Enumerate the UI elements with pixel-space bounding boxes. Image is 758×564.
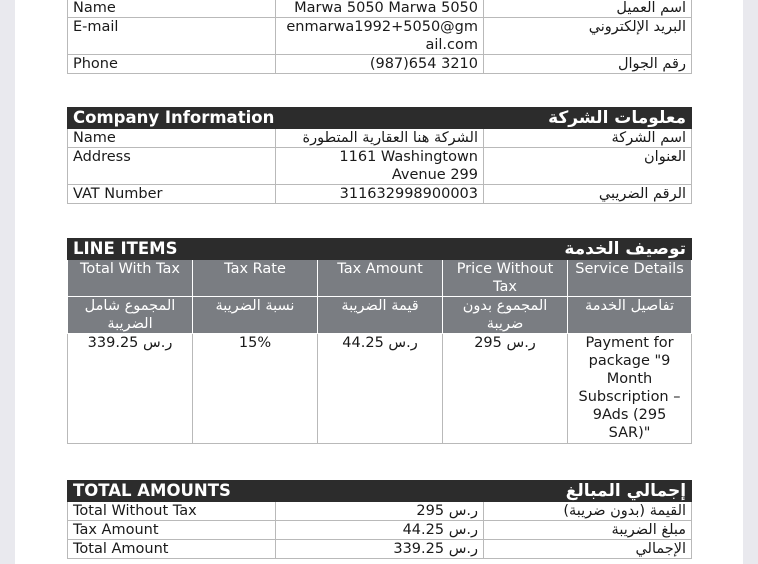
company-name-row [68, 129, 692, 148]
total-amount-row [68, 540, 692, 559]
total-without-tax-label-ar: القيمة (بدون ضريبة) [484, 502, 692, 521]
totals-table [67, 480, 692, 559]
total-without-tax-label: Total Without Tax [68, 502, 276, 521]
totals-title-ar: إجمالي المبالغ [380, 481, 692, 502]
col-header-tax-rate-ar: نسبة الضريبة [193, 297, 318, 334]
company-header-band [68, 108, 692, 129]
company-address-row [68, 148, 692, 185]
totals-header-band [68, 481, 692, 502]
company-title-ar: معلومات الشركة [380, 108, 692, 129]
customer-email-value: enmarwa1992+5050@gmail.com [276, 18, 484, 55]
customer-name-value: Marwa 5050 Marwa 5050 [276, 0, 484, 18]
total-without-tax-row [68, 502, 692, 521]
line-items-table [67, 238, 692, 444]
customer-info-table [67, 0, 692, 74]
customer-email-label: E-mail [68, 18, 276, 55]
tax-amount-label-ar: مبلغ الضريبة [484, 521, 692, 540]
line-items-title-en: LINE ITEMS [68, 239, 318, 260]
customer-phone-row [68, 55, 692, 74]
company-address-label-ar: العنوان [484, 148, 692, 185]
tax-amount-label: Tax Amount [68, 521, 276, 540]
total-amount-label: Total Amount [68, 540, 276, 559]
total-without-tax-value: 295 ر.س [276, 502, 484, 521]
company-address-label: Address [68, 148, 276, 185]
company-address-value: 1161 Washingtown Avenue 299 [276, 148, 484, 185]
company-vat-value: 311632998900003 [276, 185, 484, 204]
company-vat-label-ar: الرقم الضريبي [484, 185, 692, 204]
col-header-total-with-tax: Total With Tax [68, 260, 193, 297]
customer-name-label: Name [68, 0, 276, 18]
col-header-total-with-tax-ar: المجموع شامل الضريبة [68, 297, 193, 334]
company-info-table [67, 107, 692, 204]
col-header-tax-amount-ar: قيمة الضريبة [318, 297, 443, 334]
customer-phone-label: Phone [68, 55, 276, 74]
col-header-price-without-tax: Price Without Tax [443, 260, 568, 297]
customer-email-row [68, 18, 692, 55]
table-row [68, 334, 692, 444]
customer-phone-value: (987)654 3210 [276, 55, 484, 74]
company-name-value: الشركة هنا العقارية المتطورة [276, 129, 484, 148]
tax-amount-row [68, 521, 692, 540]
company-name-label-ar: اسم الشركة [484, 129, 692, 148]
customer-phone-label-ar: رقم الجوال [484, 55, 692, 74]
customer-email-label-ar: البريد الإلكتروني [484, 18, 692, 55]
item-price-without-tax: 295 ر.س [443, 334, 568, 444]
company-vat-label: VAT Number [68, 185, 276, 204]
company-name-label: Name [68, 129, 276, 148]
line-items-header-band [68, 239, 692, 260]
col-header-tax-amount: Tax Amount [318, 260, 443, 297]
customer-name-row [68, 0, 692, 18]
col-header-service-details-ar: تفاصيل الخدمة [568, 297, 692, 334]
line-items-title-ar: توصيف الخدمة [318, 239, 692, 260]
col-header-service-details: Service Details [568, 260, 692, 297]
company-title-en: Company Information [68, 108, 380, 129]
column-headers-en [68, 260, 692, 297]
column-headers-ar [68, 297, 692, 334]
customer-name-label-ar: اسم العميل [484, 0, 692, 18]
item-service-details: Payment for package "9 Month Subscription – 9Ads (295 SAR)" [568, 334, 692, 444]
item-tax-amount: 44.25 ر.س [318, 334, 443, 444]
item-total-with-tax: 339.25 ر.س [68, 334, 193, 444]
company-vat-row [68, 185, 692, 204]
tax-amount-value: 44.25 ر.س [276, 521, 484, 540]
totals-title-en: TOTAL AMOUNTS [68, 481, 380, 502]
item-tax-rate: 15% [193, 334, 318, 444]
col-header-price-without-tax-ar: المجموع بدون ضريبة [443, 297, 568, 334]
total-amount-value: 339.25 ر.س [276, 540, 484, 559]
col-header-tax-rate: Tax Rate [193, 260, 318, 297]
total-amount-label-ar: الإجمالي [484, 540, 692, 559]
